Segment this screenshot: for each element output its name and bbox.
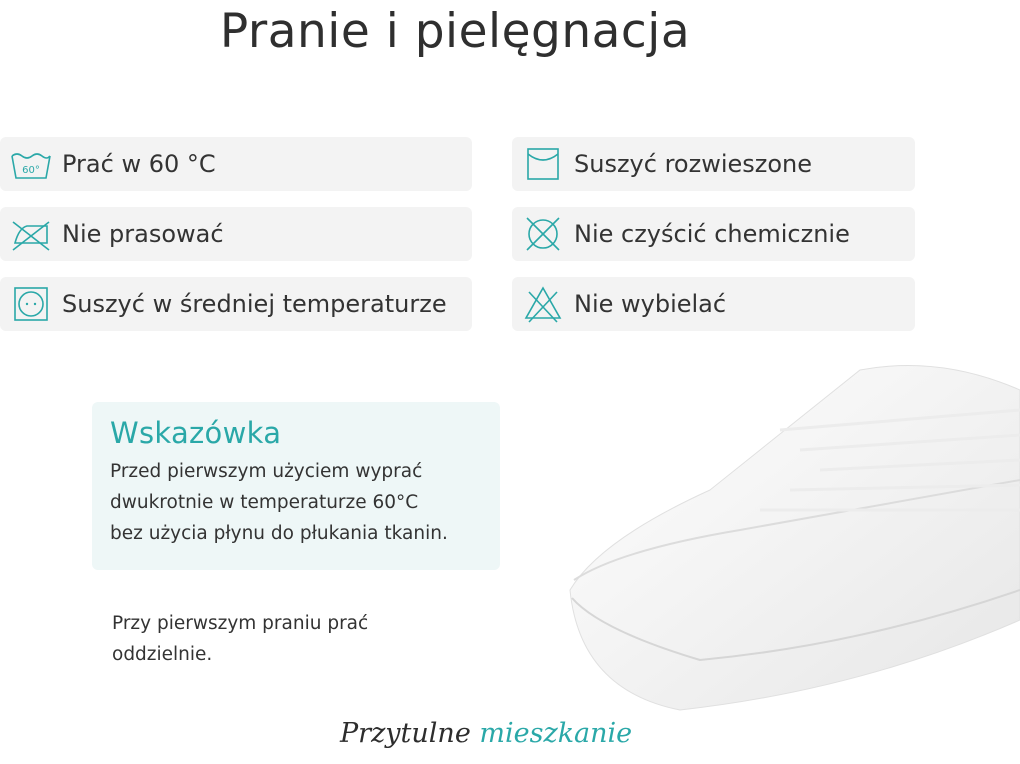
no-dry-clean-icon [512, 212, 574, 256]
no-iron-icon [0, 212, 62, 256]
brand-part1: Przytulne [340, 718, 471, 749]
tumble-dry-medium-icon [0, 282, 62, 326]
care-item-wash [0, 137, 472, 191]
brand-part2: mieszkanie [479, 718, 633, 749]
wash-temp-text: 60° [22, 165, 40, 176]
tip-title: Wskazówka [110, 416, 282, 450]
care-label: Suszyć rozwieszone [574, 150, 813, 178]
care-label: Nie prasować [62, 220, 224, 248]
care-label: Nie czyścić chemicznie [574, 220, 850, 248]
note-line: Przy pierwszym praniu prać [112, 613, 369, 634]
tip-line: Przed pierwszym użyciem wyprać [110, 461, 423, 482]
care-label: Suszyć w średniej temperaturze [62, 290, 447, 318]
care-item-dry [0, 277, 472, 331]
care-label: Prać w 60 °C [62, 150, 216, 178]
towel-image [560, 360, 1020, 720]
note-line: oddzielnie. [112, 644, 213, 665]
care-item-iron [0, 207, 472, 261]
no-bleach-icon [512, 282, 574, 326]
page-title: Pranie i pielęgnacja [219, 4, 691, 59]
wash-note [112, 608, 442, 670]
care-item-bleach [512, 277, 915, 331]
wash-60-icon [0, 142, 62, 186]
care-label: Nie wybielać [574, 290, 727, 318]
tip-line: bez użycia płynu do płukania tkanin. [110, 523, 448, 544]
care-item-dry-clean [512, 207, 915, 261]
tip-text [110, 456, 482, 549]
line-dry-icon [512, 142, 574, 186]
tip-line: dwukrotnie w temperaturze 60°C [110, 492, 419, 513]
care-item-line-dry [512, 137, 915, 191]
brand-logo [340, 718, 632, 749]
tip-box [92, 402, 500, 570]
